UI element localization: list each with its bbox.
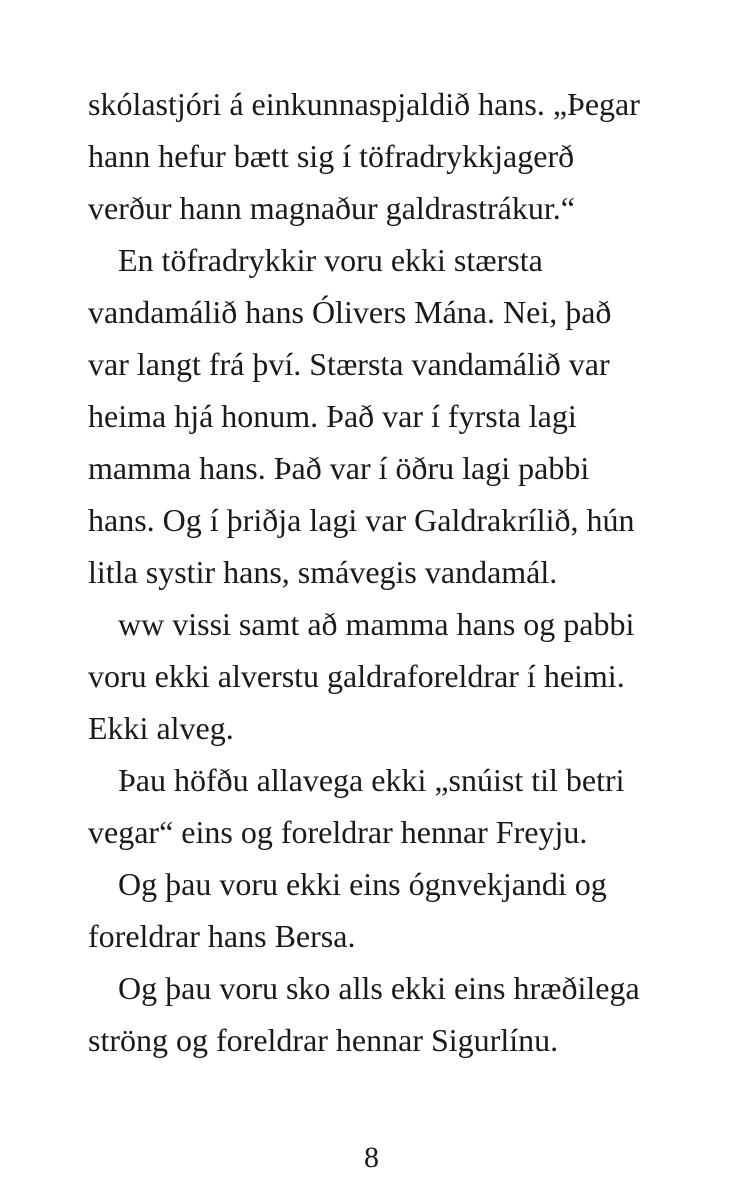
text-line: voru ekki alverstu galdraforeldrar í heimi. xyxy=(88,658,625,694)
text-line: var langt frá því. Stærsta vandamálið var xyxy=(88,346,610,382)
text-line: vandamálið hans Ólivers Mána. Nei, það xyxy=(88,294,612,330)
body-text xyxy=(88,78,688,1066)
page-number: 8 xyxy=(364,1141,379,1174)
text-line: ww vissi samt að mamma hans og pabbi xyxy=(118,606,635,642)
text-line: skólastjóri á einkunnaspjaldið hans. „Þegar xyxy=(88,86,640,122)
text-line: Og þau voru ekki eins ógnvekjandi og xyxy=(118,866,607,902)
text-line: litla systir hans, smávegis vandamál. xyxy=(88,554,558,590)
text-line: hann hefur bætt sig í töfradrykkjagerð xyxy=(88,138,575,174)
text-line: heima hjá honum. Það var í fyrsta lagi xyxy=(88,398,577,434)
text-line: Þau höfðu allavega ekki „snúist til betri xyxy=(118,762,625,798)
text-line: vegar“ eins og foreldrar hennar Freyju. xyxy=(88,814,588,850)
text-line: hans. Og í þriðja lagi var Galdrakrílið, hún xyxy=(88,502,635,538)
text-line: Ekki alveg. xyxy=(88,710,234,746)
text-line: verður hann magnaður galdrastrákur.“ xyxy=(88,190,575,226)
text-line: ströng og foreldrar hennar Sigurlínu. xyxy=(88,1022,559,1058)
text-line: foreldrar hans Bersa. xyxy=(88,918,356,954)
text-line: Og þau voru sko alls ekki eins hræðilega xyxy=(118,970,640,1006)
text-line: mamma hans. Það var í öðru lagi pabbi xyxy=(88,450,590,486)
text-line: En töfradrykkir voru ekki stærsta xyxy=(118,242,543,278)
